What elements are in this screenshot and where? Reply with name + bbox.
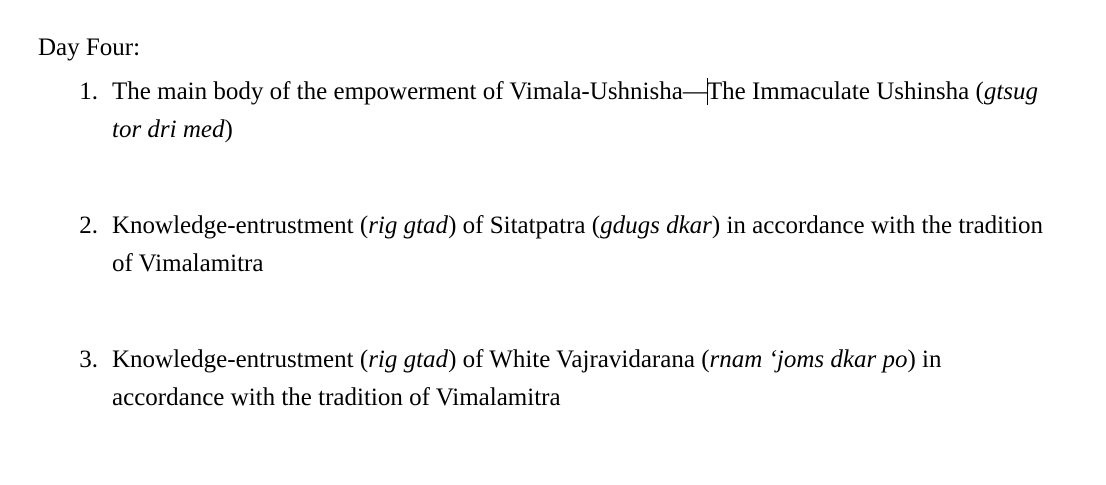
page-title: Day Four: [38, 34, 141, 61]
list-item-marker: 2. [79, 211, 98, 239]
list-item [38, 341, 1066, 417]
italic-term: gtsug tor dri med [112, 77, 1039, 143]
text-cursor-caret [707, 78, 708, 105]
list-item-marker: 1. [79, 77, 98, 105]
italic-term: rig gtad [368, 211, 449, 239]
italic-term: rig gtad [368, 345, 449, 373]
italic-term: rnam ʻjoms dkar po [709, 345, 908, 373]
list-item-text: Knowledge-entrustment (rig gtad) of White Vajravidarana (rnam ʻjoms dkar po) in accordance with the tradition of Vimalamitra [112, 345, 942, 411]
list-item-text: Knowledge-entrustment (rig gtad) of Sitatpatra (gdugs dkar) in accordance with the tradition of Vimalamitra [112, 211, 1044, 277]
list-item-text: The main body of the empowerment of Vimala-Ushnisha—The Immaculate Ushinsha (gtsug tor dri med) [112, 77, 1039, 143]
numbered-list [38, 73, 1066, 417]
list-item [38, 207, 1066, 283]
list-item-marker: 3. [79, 345, 98, 373]
italic-term: gdugs dkar [600, 211, 712, 239]
list-item [38, 73, 1066, 149]
